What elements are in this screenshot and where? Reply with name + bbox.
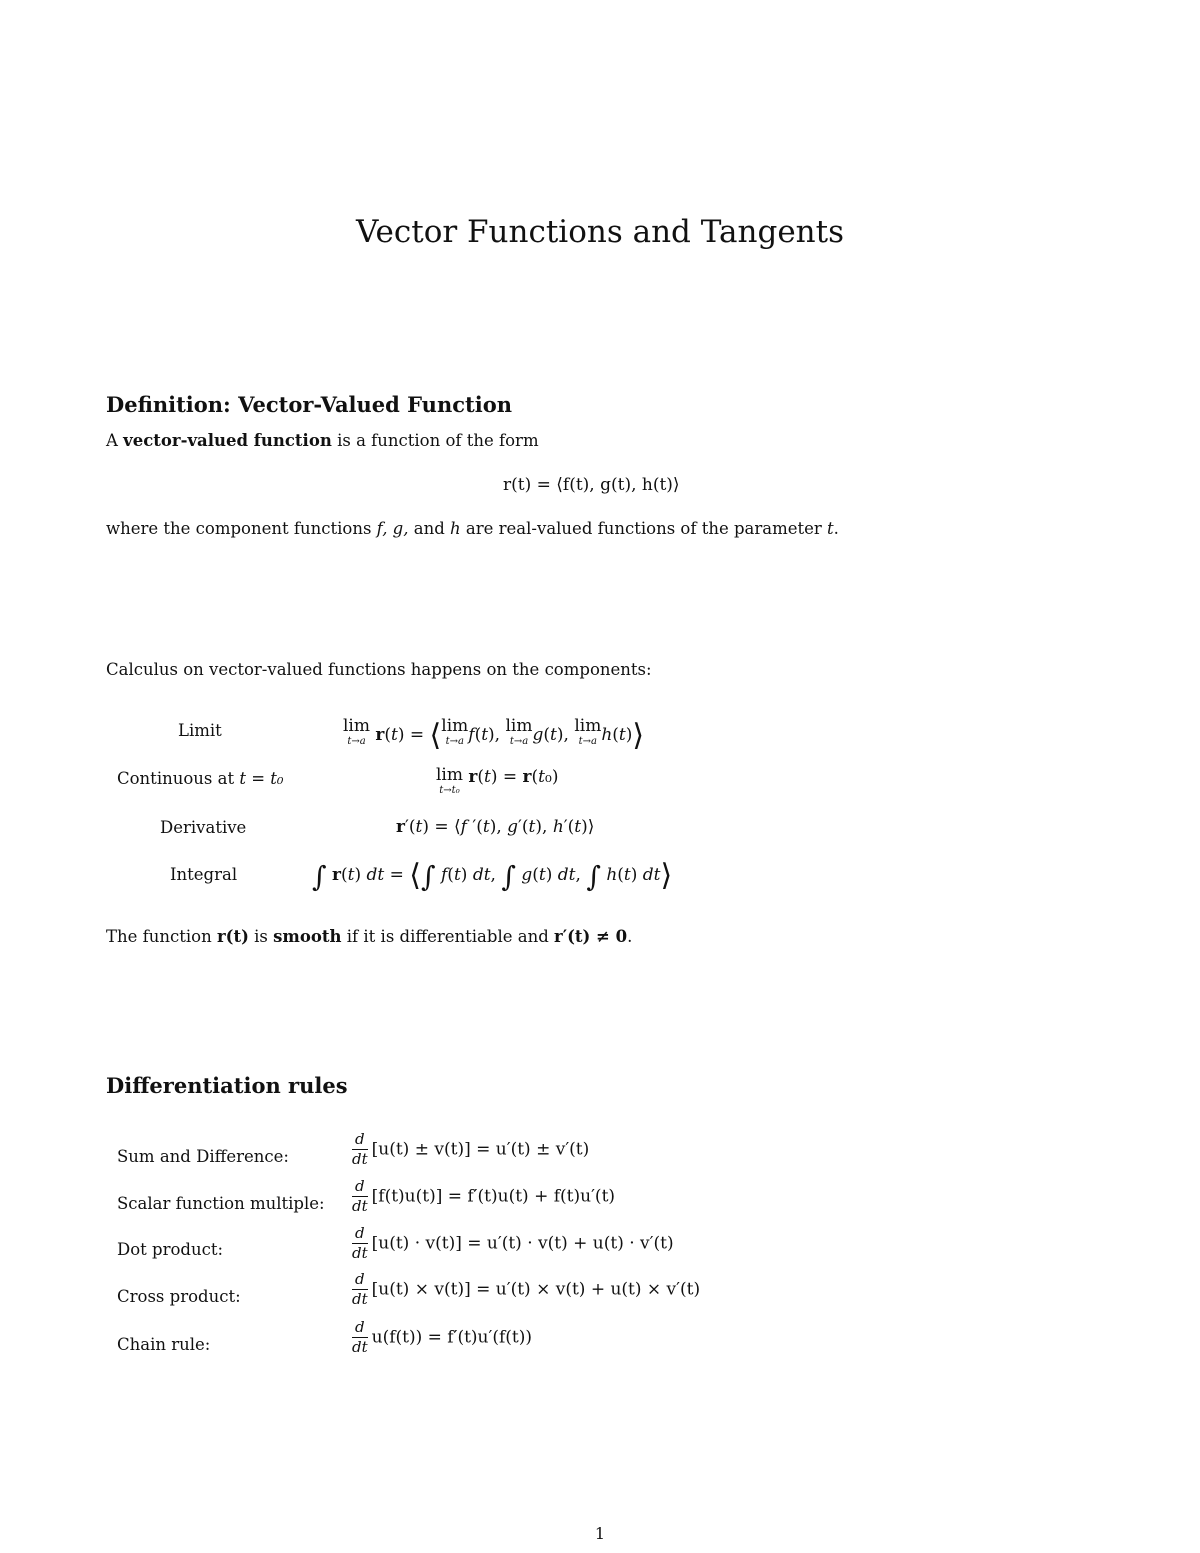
where-prefix: where the component functions (106, 519, 377, 538)
where-h: h (450, 519, 461, 538)
where-end: . (833, 519, 839, 538)
rule-label: Cross product: (117, 1287, 241, 1306)
calculus-row-derivative-formula: r′(t) = ⟨f ′(t), g′(t), h′(t)⟩ (396, 817, 595, 837)
calculus-row-limit-formula: lim t→a r(t) = ⟨lim t→a f(t), lim t→a g(t), lim t→a h(t)⟩ (343, 716, 645, 753)
rule-rhs: [u(t) ± v(t)] = u′(t) ± v′(t) (371, 1139, 590, 1160)
calculus-row-derivative-label: Derivative (160, 818, 247, 837)
lim-operator: lim t→a (343, 716, 370, 747)
smooth-middle: is (248, 927, 274, 946)
rule-formula (352, 1226, 674, 1262)
d-dt-fraction: $\frac{d}{dt}$ (352, 1318, 368, 1356)
calculus-row-integral-formula: ∫ r(t) dt = ⟨∫ f(t) dt, ∫ g(t) dt, ∫ h(t) dt⟩ (312, 858, 673, 893)
rule-rhs: [f(t)u(t)] = f′(t)u(t) + f(t)u′(t) (371, 1186, 616, 1207)
intro-term: vector-valued function (123, 431, 332, 450)
where-t: t (827, 519, 834, 538)
d-dt-fraction: $\frac{d}{dt}$ (352, 1224, 368, 1262)
rule-formula (352, 1132, 589, 1168)
smooth-term: smooth (273, 927, 342, 946)
rule-formula (352, 1179, 615, 1215)
smooth-end: . (627, 927, 633, 946)
rule-label: Dot product: (117, 1240, 224, 1259)
d-dt-fraction: $\frac{d}{dt}$ (352, 1130, 368, 1168)
page-title: Vector Functions and Tangents (356, 214, 844, 250)
calculus-row-continuous-formula: lim t→t₀ r(t) = r(t₀) (436, 765, 559, 796)
calculus-row-limit-label: Limit (178, 721, 222, 740)
where-vars: f, g, (376, 519, 409, 538)
calculus-row-continuous-label (117, 769, 284, 788)
continuous-math: t = t₀ (239, 769, 284, 788)
smooth-prefix: The function (106, 927, 217, 946)
rule-formula (352, 1320, 532, 1356)
where-and: and (408, 519, 451, 538)
intro-prefix: A (106, 431, 124, 450)
smooth-statement (106, 927, 632, 946)
smooth-cond: r′(t) ≠ 0 (554, 927, 628, 946)
where-middle: are real-valued functions of the parameter (460, 519, 828, 538)
smooth-after: if it is differentiable and (341, 927, 555, 946)
continuous-prefix: Continuous at (117, 769, 240, 788)
d-dt-fraction: $\frac{d}{dt}$ (352, 1177, 368, 1215)
definition-heading: Definition: Vector-Valued Function (106, 392, 512, 417)
calculus-row-integral-label: Integral (170, 865, 238, 884)
rule-rhs: [u(t) · v(t)] = u′(t) · v(t) + u(t) · v′(t) (371, 1233, 674, 1254)
page-number: 1 (594, 1524, 606, 1543)
equation-text: r(t) = ⟨f(t), g(t), h(t)⟩ (503, 475, 680, 495)
definition-where (106, 519, 839, 538)
rule-rhs: u(f(t)) = f′(t)u′(f(t)) (371, 1327, 533, 1348)
definition-intro (106, 431, 539, 450)
rule-label: Sum and Difference: (117, 1147, 289, 1166)
definition-equation (503, 475, 680, 495)
rule-label: Scalar function multiple: (117, 1194, 325, 1213)
d-dt-fraction: $\frac{d}{dt}$ (352, 1270, 368, 1308)
smooth-r: r(t) (216, 927, 249, 946)
intro-suffix: is a function of the form (331, 431, 539, 450)
rule-label: Chain rule: (117, 1335, 211, 1354)
rule-rhs: [u(t) × v(t)] = u′(t) × v(t) + u(t) × v′(t) (371, 1279, 701, 1300)
differentiation-heading: Differentiation rules (106, 1073, 348, 1098)
rule-formula (352, 1272, 700, 1308)
calculus-intro: Calculus on vector-valued functions happens on the components: (106, 660, 652, 679)
